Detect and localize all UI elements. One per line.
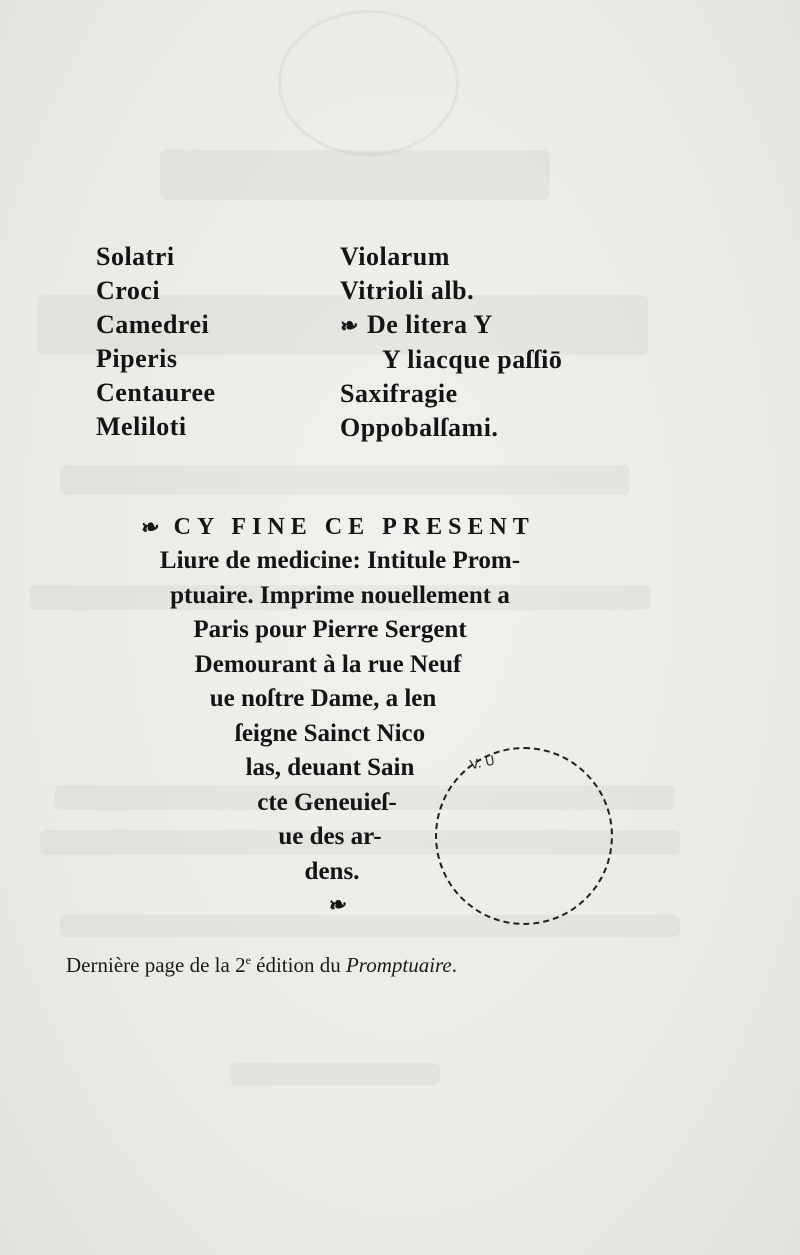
caption-text: Dernière page de la 2 — [66, 953, 246, 977]
herb-item: Vitrioli alb. — [340, 276, 475, 305]
herb-item: Solatri — [96, 242, 175, 271]
herb-list-left — [96, 240, 216, 444]
page-caption — [66, 953, 766, 978]
colophon-heading-text: CY FINE CE PRESENT — [173, 514, 535, 540]
caption-superscript: e — [245, 953, 251, 967]
caption-text: . — [451, 953, 458, 977]
herb-item: Centauree — [96, 378, 216, 407]
herb-item: Croci — [96, 276, 161, 305]
colophon-line: Paris pour Pierre Sergent — [193, 616, 467, 643]
caption-book-title: Promptuaire — [345, 953, 452, 977]
colophon-line: las, deuant Sain — [245, 754, 415, 781]
herb-item: Piperis — [96, 344, 178, 373]
show-through-band — [60, 915, 680, 937]
colophon-line: ue noſtre Dame, a len — [209, 685, 437, 712]
colophon-line: Liure de medicine: Intitule Prom- — [159, 547, 521, 574]
show-through-band — [160, 150, 550, 200]
herb-item: Violarum — [340, 242, 450, 271]
colophon-line: Demourant à la rue Neuf — [194, 651, 462, 678]
colophon-line: ue des ar- — [278, 823, 382, 850]
herb-list-right — [337, 240, 563, 445]
caption-text: édition du — [250, 953, 346, 977]
herb-item — [337, 308, 562, 343]
show-through-band — [60, 465, 630, 495]
herb-item: Camedrei — [96, 310, 210, 339]
colophon-line: dens. — [304, 858, 360, 885]
fleuron-icon: ❧ — [337, 311, 361, 340]
colophon-line: ſeigne Sainct Nico — [234, 720, 426, 747]
colophon-end-fleuron — [326, 888, 355, 923]
herb-item: Y liacque paſſiō — [382, 345, 563, 374]
fleuron-icon: ❧ — [139, 512, 168, 541]
herb-item-text: De litera Y — [366, 310, 493, 339]
colophon-line: ptuaire. Imprime nouellement a — [170, 582, 510, 609]
show-through-seal — [278, 10, 459, 156]
colophon-heading — [141, 510, 535, 545]
library-stamp-text: V. U — [468, 753, 497, 774]
fleuron-icon: ❧ — [326, 890, 350, 919]
colophon-line: cte Geneuieſ- — [257, 789, 397, 816]
herb-item: Oppobalſami. — [340, 413, 499, 442]
library-stamp — [435, 747, 613, 925]
herb-item: Meliloti — [96, 412, 187, 441]
show-through-band — [230, 1063, 440, 1085]
herb-item: Saxifragie — [340, 379, 458, 408]
